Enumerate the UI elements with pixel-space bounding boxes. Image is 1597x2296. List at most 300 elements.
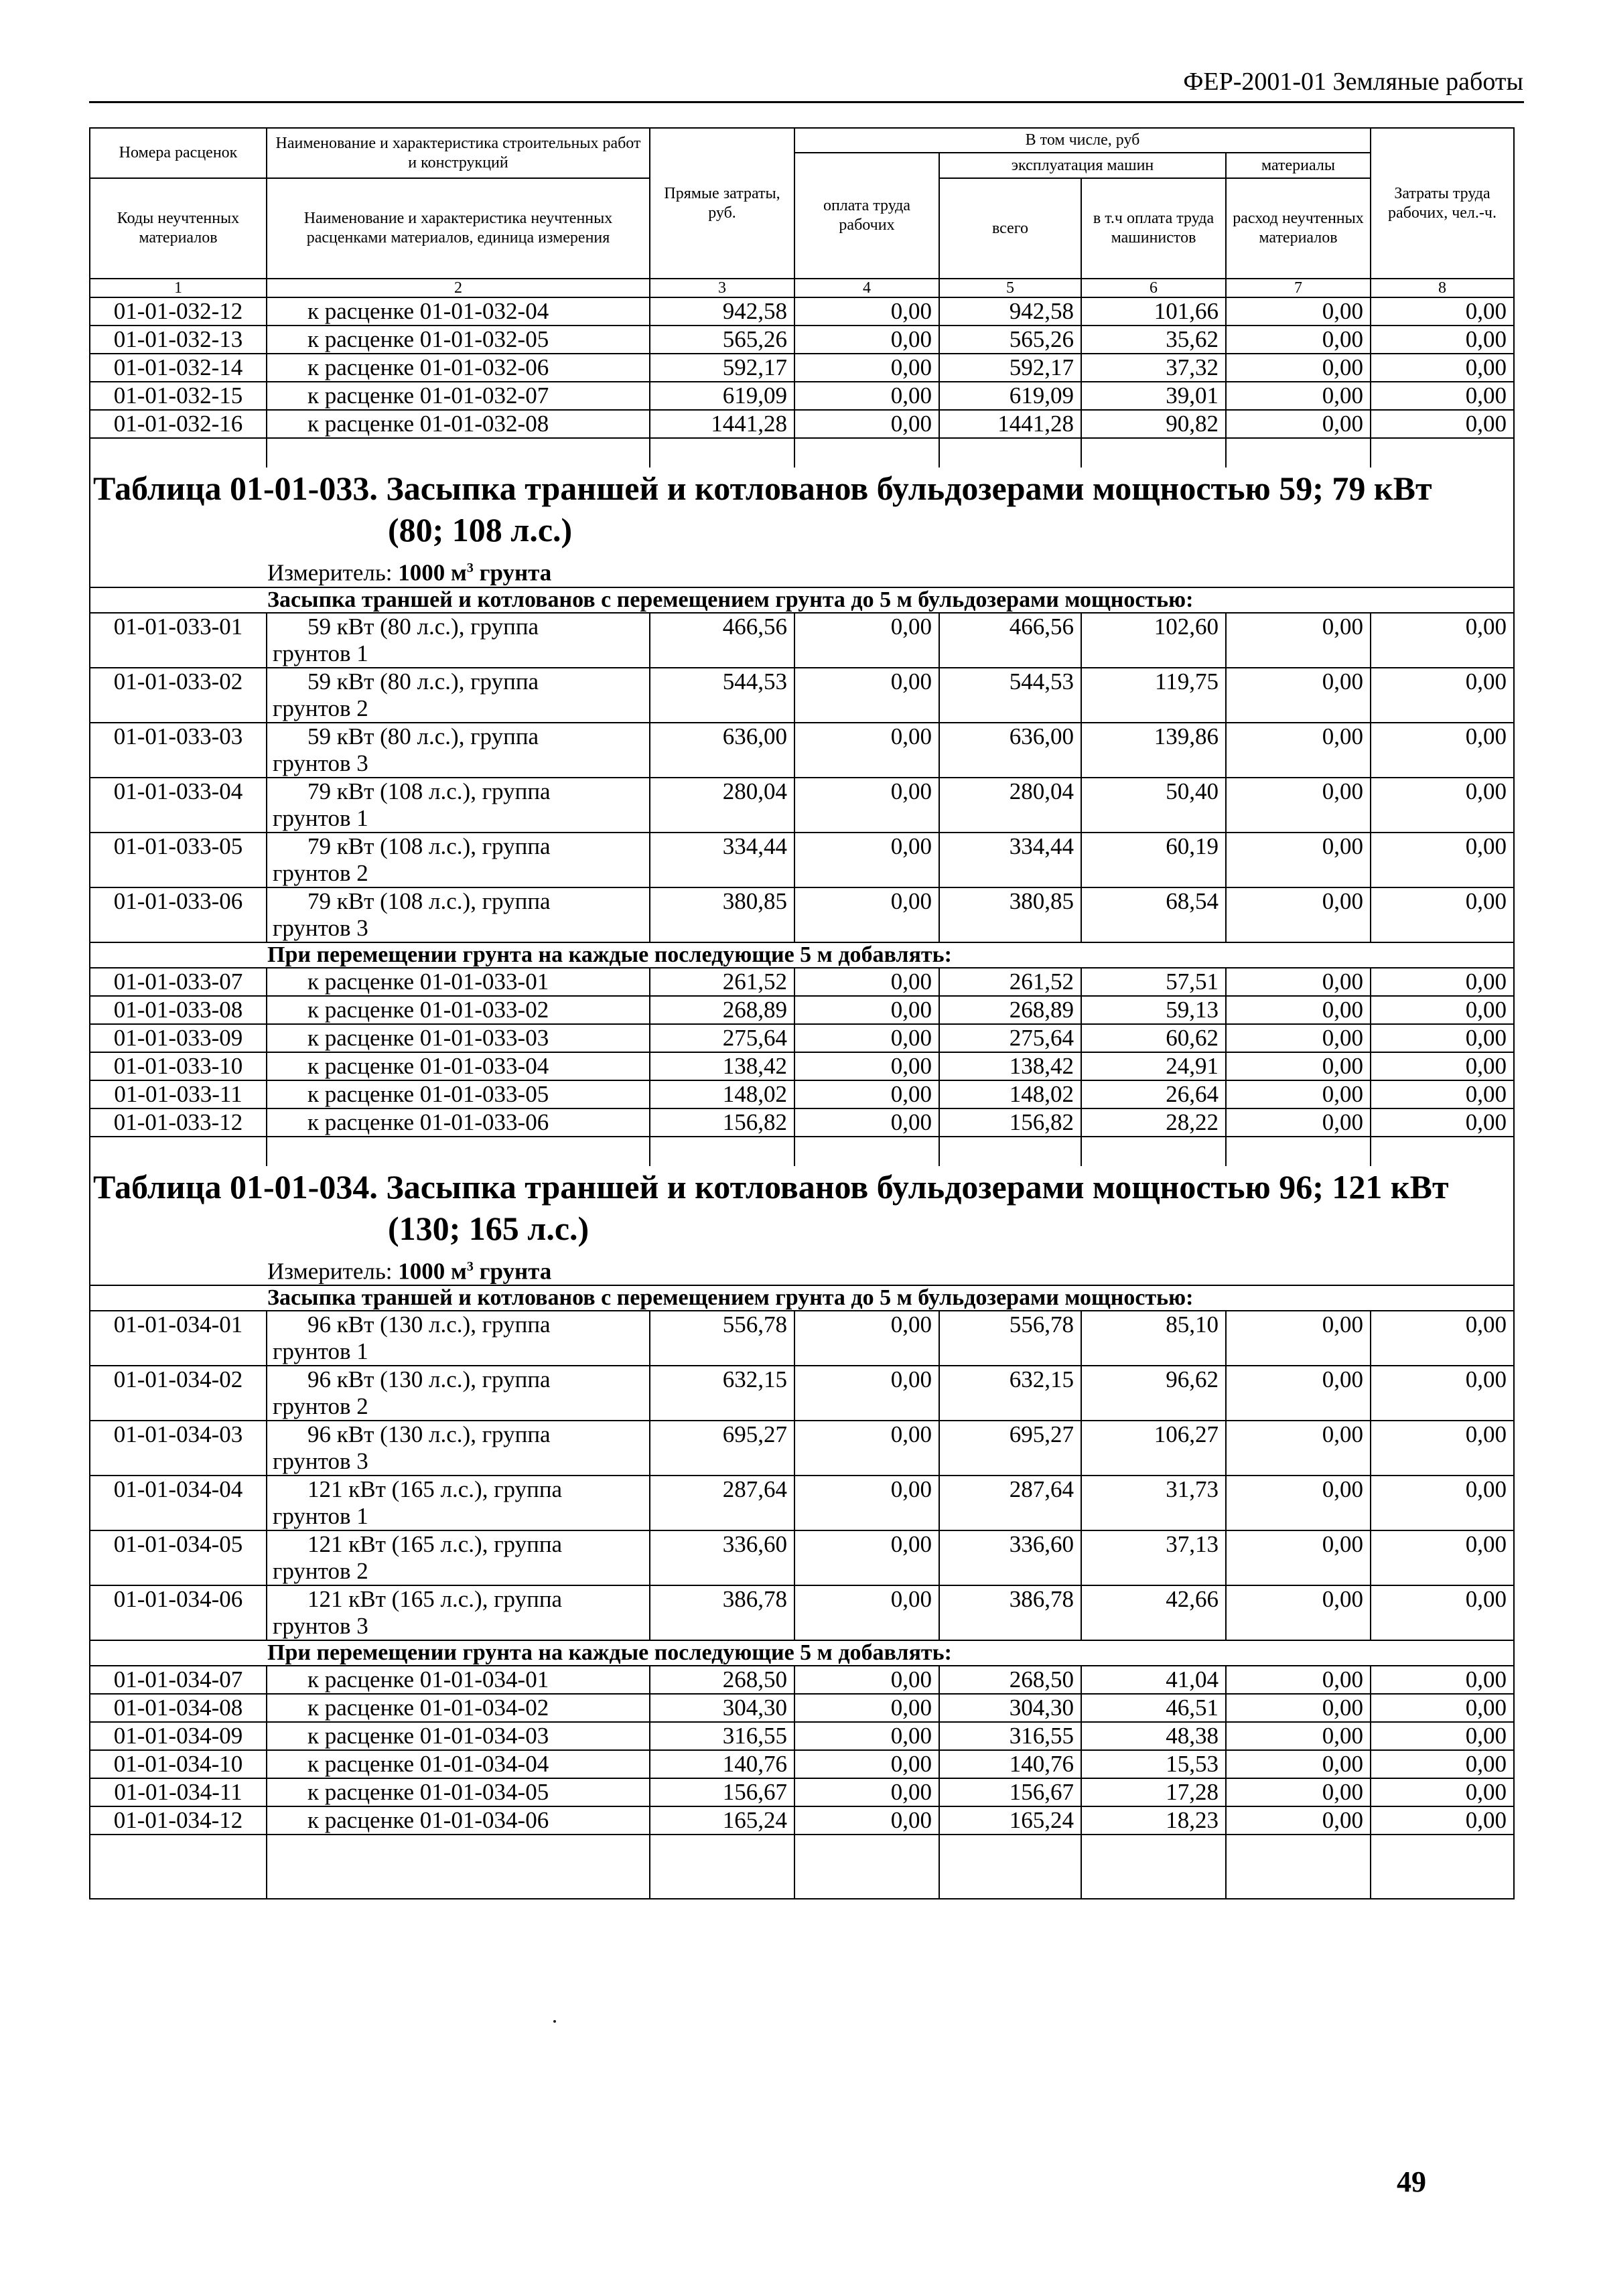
rate-code: 01-01-034-08 [90,1694,267,1722]
value-materials: 0,00 [1226,1666,1371,1694]
value-machines: 632,15 [939,1366,1081,1421]
rate-name-text: к расценке 01-01-033-01 [307,968,549,995]
spacer [1081,1835,1226,1899]
table-034-title-line1: Таблица 01-01-034. Засыпка траншей и котлованов бульдозерами мощностью 96; 121 кВт [93,1167,1449,1206]
value-pay: 0,00 [794,996,939,1024]
rate-name-line2: грунтов 1 [273,1503,368,1530]
rate-name-text: к расценке 01-01-034-06 [307,1807,549,1834]
rate-name-text: к расценке 01-01-033-03 [307,1024,549,1051]
rate-code: 01-01-034-06 [90,1585,267,1640]
value-machinists: 46,51 [1081,1694,1226,1722]
table-034-title-line2: (130; 165 л.с.) [388,1209,589,1247]
value-materials: 0,00 [1226,1778,1371,1806]
value-materials: 0,00 [1226,1694,1371,1722]
rate-name-line2: грунтов 2 [273,859,368,886]
rate-name [267,1806,650,1835]
value-machinists: 101,66 [1081,297,1226,326]
value-machinists: 35,62 [1081,326,1226,354]
value-pay: 0,00 [794,1366,939,1421]
table-033-subheading: Засыпка траншей и котлованов с перемещением грунта до 5 м бульдозерами мощностью: [90,587,1514,613]
rate-code: 01-01-034-10 [90,1750,267,1778]
table-row [90,1421,1514,1476]
value-machines: 942,58 [939,297,1081,326]
header-rate-number: Номера расценок [90,128,267,178]
table-row [90,1806,1514,1835]
rate-code: 01-01-034-07 [90,1666,267,1694]
rate-code: 01-01-032-16 [90,410,267,438]
value-pay: 0,00 [794,1080,939,1108]
table-row [90,382,1514,410]
value-pay: 0,00 [794,1311,939,1366]
rate-name-line1: 79 кВт (108 л.с.), группа [307,778,551,804]
rate-name [267,1694,650,1722]
table-033-subheading2: При перемещении грунта на каждые последующие 5 м добавлять: [90,942,1514,968]
rate-code: 01-01-032-12 [90,297,267,326]
value-materials: 0,00 [1226,1311,1371,1366]
value-pay: 0,00 [794,833,939,887]
header-work-name: Наименование и характеристика строительных работ и конструкций [267,128,650,178]
value-machines: 287,64 [939,1476,1081,1530]
rate-name-line1: 59 кВт (80 л.с.), группа [307,668,539,695]
rate-name-line2: грунтов 2 [273,1558,368,1585]
value-materials: 0,00 [1226,354,1371,382]
rate-code: 01-01-033-09 [90,1024,267,1052]
rate-name [267,1476,650,1530]
value-pay: 0,00 [794,1666,939,1694]
spacer [90,1137,267,1166]
value-machinists: 60,19 [1081,833,1226,887]
table-row [90,1476,1514,1530]
rate-name-line1: 121 кВт (165 л.с.), группа [307,1476,563,1503]
rate-name [267,1530,650,1585]
value-materials: 0,00 [1226,968,1371,996]
rate-name-text: к расценке 01-01-034-01 [307,1666,549,1693]
value-machines: 380,85 [939,887,1081,942]
value-labor: 0,00 [1371,668,1514,723]
value-labor: 0,00 [1371,1080,1514,1108]
rate-name [267,1585,650,1640]
spacer [90,438,267,468]
value-pay: 0,00 [794,410,939,438]
rate-code: 01-01-032-14 [90,354,267,382]
rate-name [267,833,650,887]
rate-code: 01-01-034-11 [90,1778,267,1806]
table-row [90,1530,1514,1585]
value-pay: 0,00 [794,326,939,354]
value-machinists: 59,13 [1081,996,1226,1024]
table-034-subheading2: При перемещении грунта на каждые последующие 5 м добавлять: [90,1640,1514,1666]
value-labor: 0,00 [1371,996,1514,1024]
value-machines: 268,50 [939,1666,1081,1694]
header-unaccounted-name: Наименование и характеристика неучтенных расценками материалов, единица измерения [267,178,650,279]
value-direct: 619,09 [650,382,794,410]
spacer [794,1835,939,1899]
rate-name-line2: грунтов 3 [273,1448,368,1475]
value-direct: 156,67 [650,1778,794,1806]
meter-tail: грунта [479,559,552,586]
value-machines: 316,55 [939,1722,1081,1750]
rate-name-text: к расценке 01-01-034-04 [307,1751,549,1778]
value-labor: 0,00 [1371,968,1514,996]
spacer [650,438,794,468]
value-pay: 0,00 [794,1750,939,1778]
table-034-title [90,1166,1514,1253]
table-034-subheading: Засыпка траншей и котлованов с перемещением грунта до 5 м бульдозерами мощностью: [90,1285,1514,1311]
rate-code: 01-01-033-01 [90,613,267,668]
column-number: 6 [1081,279,1226,297]
value-machinists: 139,86 [1081,723,1226,778]
value-materials: 0,00 [1226,778,1371,833]
value-direct: 592,17 [650,354,794,382]
value-machinists: 85,10 [1081,1311,1226,1366]
table-033-title [90,468,1514,555]
table-row [90,1311,1514,1366]
value-direct: 165,24 [650,1806,794,1835]
table-row [90,354,1514,382]
rate-name-line2: грунтов 3 [273,749,368,776]
scan-speck [553,2020,556,2023]
value-labor: 0,00 [1371,326,1514,354]
value-labor: 0,00 [1371,1585,1514,1640]
value-materials: 0,00 [1226,833,1371,887]
value-machines: 334,44 [939,833,1081,887]
value-machines: 695,27 [939,1421,1081,1476]
column-number: 5 [939,279,1081,297]
header-rule [89,101,1524,103]
spacer [1371,438,1514,468]
rate-code: 01-01-034-01 [90,1311,267,1366]
meter-sup: 3 [466,561,474,575]
value-machinists: 41,04 [1081,1666,1226,1694]
table-row [90,996,1514,1024]
rate-name [267,354,650,382]
table-row [90,1666,1514,1694]
rate-name-line2: грунтов 3 [273,1613,368,1640]
value-labor: 0,00 [1371,1666,1514,1694]
spacer [1226,1835,1371,1899]
value-machinists: 106,27 [1081,1421,1226,1476]
rate-name-line1: 79 кВт (108 л.с.), группа [307,887,551,914]
table-034-rows [90,1311,1514,1640]
rate-name-line1: 96 кВт (130 л.с.), группа [307,1421,551,1448]
value-labor: 0,00 [1371,1806,1514,1835]
table-033-rows [90,613,1514,942]
value-machines: 275,64 [939,1024,1081,1052]
column-number: 2 [267,279,650,297]
value-machines: 636,00 [939,723,1081,778]
value-materials: 0,00 [1226,1108,1371,1137]
rate-code: 01-01-033-04 [90,778,267,833]
value-direct: 287,64 [650,1476,794,1530]
value-pay: 0,00 [794,723,939,778]
value-materials: 0,00 [1226,326,1371,354]
value-machines: 148,02 [939,1080,1081,1108]
rate-name-line2: грунтов 1 [273,804,368,831]
value-machinists: 50,40 [1081,778,1226,833]
header-materials: материалы [1226,153,1371,178]
rate-name [267,723,650,778]
value-pay: 0,00 [794,1108,939,1137]
value-direct: 556,78 [650,1311,794,1366]
value-machinists: 15,53 [1081,1750,1226,1778]
table-row [90,297,1514,326]
value-direct: 140,76 [650,1750,794,1778]
rate-name-text: к расценке 01-01-032-04 [307,298,549,324]
value-machinists: 119,75 [1081,668,1226,723]
value-labor: 0,00 [1371,1476,1514,1530]
spacer [794,1137,939,1166]
rate-code: 01-01-033-07 [90,968,267,996]
rate-name-text: к расценке 01-01-033-04 [307,1052,549,1079]
value-pay: 0,00 [794,1024,939,1052]
rate-name [267,968,650,996]
value-labor: 0,00 [1371,1311,1514,1366]
rate-code: 01-01-034-02 [90,1366,267,1421]
value-direct: 148,02 [650,1080,794,1108]
table-034-add-rows [90,1666,1514,1835]
rate-name-line1: 96 кВт (130 л.с.), группа [307,1366,551,1393]
rate-name [267,1024,650,1052]
value-labor: 0,00 [1371,1108,1514,1137]
table-033-add-rows [90,968,1514,1137]
rate-name [267,326,650,354]
table-row [90,1366,1514,1421]
value-labor: 0,00 [1371,410,1514,438]
column-number: 7 [1226,279,1371,297]
value-materials: 0,00 [1226,1476,1371,1530]
table-row [90,723,1514,778]
table-row [90,1585,1514,1640]
value-machinists: 39,01 [1081,382,1226,410]
rate-name [267,996,650,1024]
spacer [1371,1835,1514,1899]
value-pay: 0,00 [794,1722,939,1750]
value-machinists: 48,38 [1081,1722,1226,1750]
value-machinists: 90,82 [1081,410,1226,438]
spacer [1081,1137,1226,1166]
column-number: 8 [1371,279,1514,297]
value-direct: 386,78 [650,1585,794,1640]
value-materials: 0,00 [1226,1052,1371,1080]
rate-name-line2: грунтов 2 [273,1393,368,1420]
value-labor: 0,00 [1371,297,1514,326]
table-row [90,1694,1514,1722]
value-labor: 0,00 [1371,778,1514,833]
rate-name [267,1750,650,1778]
value-labor: 0,00 [1371,723,1514,778]
value-machinists: 17,28 [1081,1778,1226,1806]
value-machinists: 60,62 [1081,1024,1226,1052]
value-pay: 0,00 [794,1052,939,1080]
value-pay: 0,00 [794,1421,939,1476]
value-materials: 0,00 [1226,1585,1371,1640]
value-machinists: 37,32 [1081,354,1226,382]
value-pay: 0,00 [794,1530,939,1585]
table-row [90,1722,1514,1750]
value-direct: 632,15 [650,1366,794,1421]
table-032-rows [90,297,1514,438]
value-materials: 0,00 [1226,887,1371,942]
rate-code: 01-01-033-08 [90,996,267,1024]
value-labor: 0,00 [1371,1366,1514,1421]
rate-name-line2: грунтов 2 [273,695,368,721]
rate-name-line1: 79 кВт (108 л.с.), группа [307,833,551,859]
value-machinists: 57,51 [1081,968,1226,996]
table-row [90,1052,1514,1080]
value-pay: 0,00 [794,1806,939,1835]
value-machinists: 26,64 [1081,1080,1226,1108]
value-machinists: 18,23 [1081,1806,1226,1835]
rate-code: 01-01-034-05 [90,1530,267,1585]
spacer [1371,1137,1514,1166]
value-machinists: 28,22 [1081,1108,1226,1137]
value-pay: 0,00 [794,1694,939,1722]
value-direct: 268,50 [650,1666,794,1694]
table-row [90,410,1514,438]
value-machinists: 31,73 [1081,1476,1226,1530]
value-pay: 0,00 [794,968,939,996]
spacer [1081,438,1226,468]
value-direct: 380,85 [650,887,794,942]
page-number: 49 [1397,2165,1426,2198]
spacer [1226,438,1371,468]
rate-code: 01-01-034-09 [90,1722,267,1750]
rate-name [267,382,650,410]
rate-name-line1: 96 кВт (130 л.с.), группа [307,1311,551,1338]
rate-name [267,778,650,833]
spacer [650,1137,794,1166]
table-row [90,887,1514,942]
spacer [267,438,650,468]
table-row [90,1024,1514,1052]
header-workers-pay: оплата труда рабочих [794,153,939,279]
value-materials: 0,00 [1226,1080,1371,1108]
table-row [90,778,1514,833]
value-machines: 466,56 [939,613,1081,668]
value-materials: 0,00 [1226,1722,1371,1750]
value-materials: 0,00 [1226,613,1371,668]
header-direct-costs: Прямые затраты, руб. [650,128,794,279]
value-labor: 0,00 [1371,833,1514,887]
table-033-title-line2: (80; 108 л.с.) [388,511,573,549]
rate-code: 01-01-032-15 [90,382,267,410]
value-materials: 0,00 [1226,1530,1371,1585]
value-direct: 1441,28 [650,410,794,438]
meter-value: 1000 м [398,1258,467,1285]
value-materials: 0,00 [1226,1421,1371,1476]
rate-name [267,1108,650,1137]
header-unaccounted-codes: Коды неучтенных материалов [90,178,267,279]
meter-label: Измеритель: [267,559,393,586]
table-row [90,1750,1514,1778]
table-row [90,833,1514,887]
value-machines: 280,04 [939,778,1081,833]
value-pay: 0,00 [794,354,939,382]
spacer [939,1835,1081,1899]
value-pay: 0,00 [794,887,939,942]
value-direct: 280,04 [650,778,794,833]
header-machine-total: всего [939,178,1081,279]
rate-name [267,297,650,326]
rate-name-text: к расценке 01-01-034-02 [307,1695,549,1721]
running-header: ФЕР-2001-01 Земляные работы [1183,68,1523,96]
rate-name [267,1666,650,1694]
value-materials: 0,00 [1226,668,1371,723]
value-direct: 636,00 [650,723,794,778]
rate-name-text: к расценке 01-01-033-05 [307,1080,549,1107]
meter-sup: 3 [466,1259,474,1274]
value-labor: 0,00 [1371,1530,1514,1585]
spacer [267,1835,650,1899]
header-including: В том числе, руб [794,128,1371,153]
value-labor: 0,00 [1371,613,1514,668]
rate-code: 01-01-032-13 [90,326,267,354]
table-row [90,668,1514,723]
value-machinists: 102,60 [1081,613,1226,668]
value-labor: 0,00 [1371,1722,1514,1750]
rate-name-text: к расценке 01-01-033-06 [307,1108,549,1135]
table-row [90,1080,1514,1108]
value-labor: 0,00 [1371,1052,1514,1080]
value-machines: 268,89 [939,996,1081,1024]
header-labor-costs: Затраты труда рабочих, чел.-ч. [1371,128,1514,279]
value-direct: 942,58 [650,297,794,326]
value-pay: 0,00 [794,1585,939,1640]
spacer [1226,1137,1371,1166]
rate-name-line1: 121 кВт (165 л.с.), группа [307,1586,563,1613]
column-number: 3 [650,279,794,297]
rate-name [267,887,650,942]
value-machines: 1441,28 [939,410,1081,438]
value-pay: 0,00 [794,382,939,410]
rate-name-line2: грунтов 1 [273,640,368,666]
value-labor: 0,00 [1371,887,1514,942]
table-033-title-line1: Таблица 01-01-033. Засыпка траншей и котлованов бульдозерами мощностью 59; 79 кВт [93,470,1432,507]
value-materials: 0,00 [1226,723,1371,778]
value-direct: 304,30 [650,1694,794,1722]
value-machines: 386,78 [939,1585,1081,1640]
value-labor: 0,00 [1371,1421,1514,1476]
value-pay: 0,00 [794,1476,939,1530]
spacer [939,1137,1081,1166]
rate-code: 01-01-034-03 [90,1421,267,1476]
spacer [267,1137,650,1166]
value-labor: 0,00 [1371,1694,1514,1722]
spacer [794,438,939,468]
value-direct: 268,89 [650,996,794,1024]
table-034-meter [90,1253,1514,1286]
value-pay: 0,00 [794,668,939,723]
header-unaccounted-materials: расход неучтенных материалов [1226,178,1371,279]
value-direct: 156,82 [650,1108,794,1137]
value-materials: 0,00 [1226,1806,1371,1835]
value-materials: 0,00 [1226,382,1371,410]
rate-name-line2: грунтов 3 [273,914,368,941]
value-machines: 138,42 [939,1052,1081,1080]
value-materials: 0,00 [1226,1366,1371,1421]
value-direct: 466,56 [650,613,794,668]
rate-name [267,1722,650,1750]
value-machines: 592,17 [939,354,1081,382]
value-direct: 336,60 [650,1530,794,1585]
rate-code: 01-01-033-10 [90,1052,267,1080]
value-machines: 336,60 [939,1530,1081,1585]
value-machines: 556,78 [939,1311,1081,1366]
value-machines: 156,67 [939,1778,1081,1806]
table-row [90,1778,1514,1806]
table-row [90,326,1514,354]
rate-code: 01-01-033-06 [90,887,267,942]
